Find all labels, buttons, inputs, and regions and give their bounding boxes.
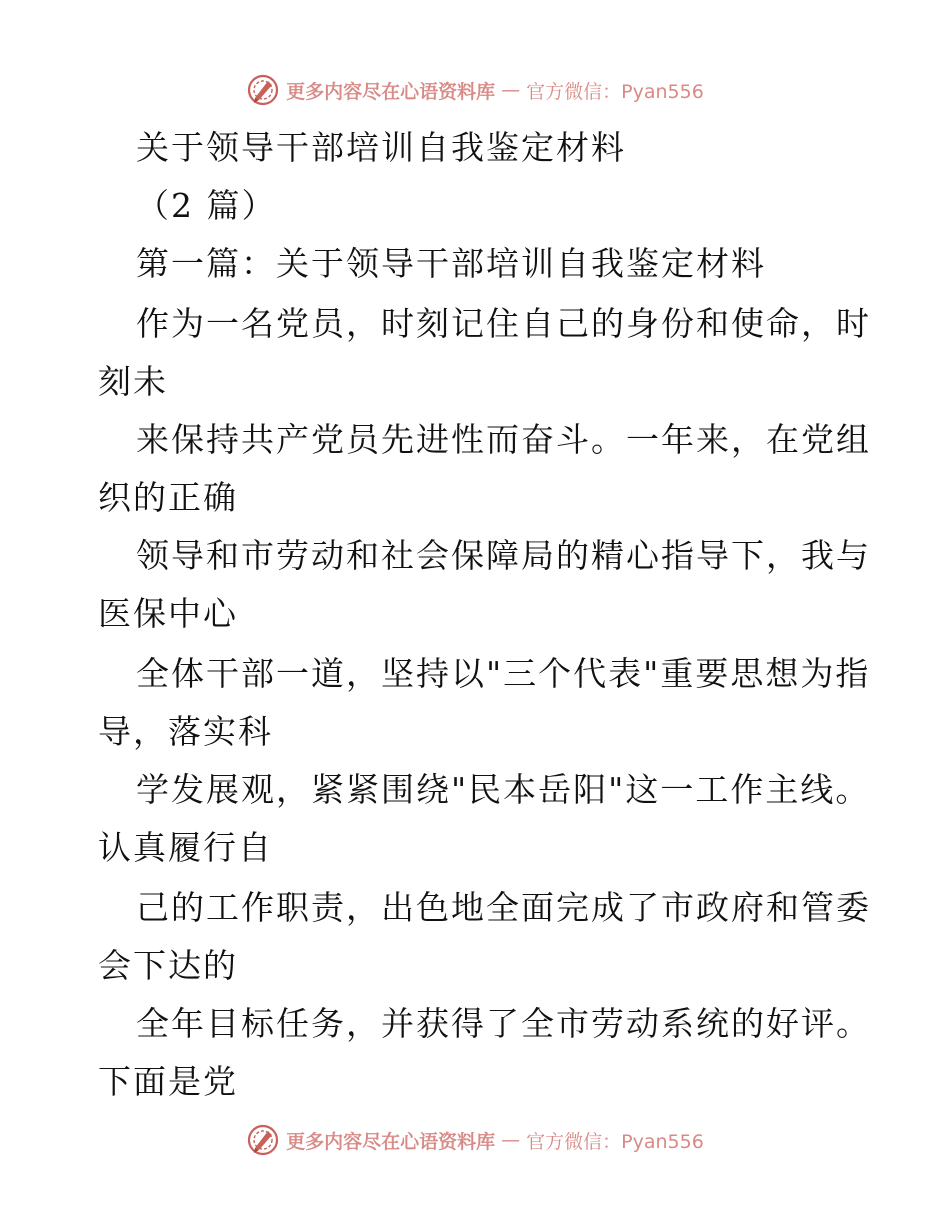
body-line: 来保持共产党员先进性而奋斗。一年来，在党组 (136, 420, 871, 459)
watermark-banner-bottom (0, 1120, 950, 1160)
watermark-brand-text: 更多内容尽在心语资料库 (286, 1130, 496, 1153)
watermark-separator: — (501, 79, 521, 101)
pen-nib-logo-icon (246, 73, 280, 107)
body-line: 全体干部一道，坚持以"三个代表"重要思想为指 (136, 654, 871, 693)
body-line: 刻未 (98, 362, 168, 401)
body-line: 医保中心 (98, 594, 238, 633)
document-title: 关于领导干部培训自我鉴定材料 (136, 128, 626, 167)
watermark-contact-text: 官方微信：Pyan556 (526, 1130, 704, 1153)
section-heading: 第一篇：关于领导干部培训自我鉴定材料 (136, 244, 766, 283)
watermark-contact-text: 官方微信：Pyan556 (526, 80, 704, 103)
body-line: 下面是党 (98, 1062, 238, 1101)
body-line: 认真履行自 (98, 828, 273, 867)
body-line: 会下达的 (98, 946, 238, 985)
body-line: 领导和市劳动和社会保障局的精心指导下，我与 (136, 536, 871, 575)
body-line: 织的正确 (98, 478, 238, 517)
pen-nib-logo-icon (246, 1123, 280, 1157)
body-line: 学发展观，紧紧围绕"民本岳阳"这一工作主线。 (136, 770, 871, 809)
document-subtitle: （2 篇） (136, 186, 277, 225)
body-line: 导，落实科 (98, 712, 273, 751)
body-line: 全年目标任务，并获得了全市劳动系统的好评。 (136, 1004, 871, 1043)
watermark-brand-text: 更多内容尽在心语资料库 (286, 80, 496, 103)
watermark-separator: — (501, 1129, 521, 1151)
body-line: 作为一名党员，时刻记住自己的身份和使命，时 (136, 304, 871, 343)
watermark-banner-top (0, 70, 950, 110)
body-line: 己的工作职责，出色地全面完成了市政府和管委 (136, 888, 871, 927)
